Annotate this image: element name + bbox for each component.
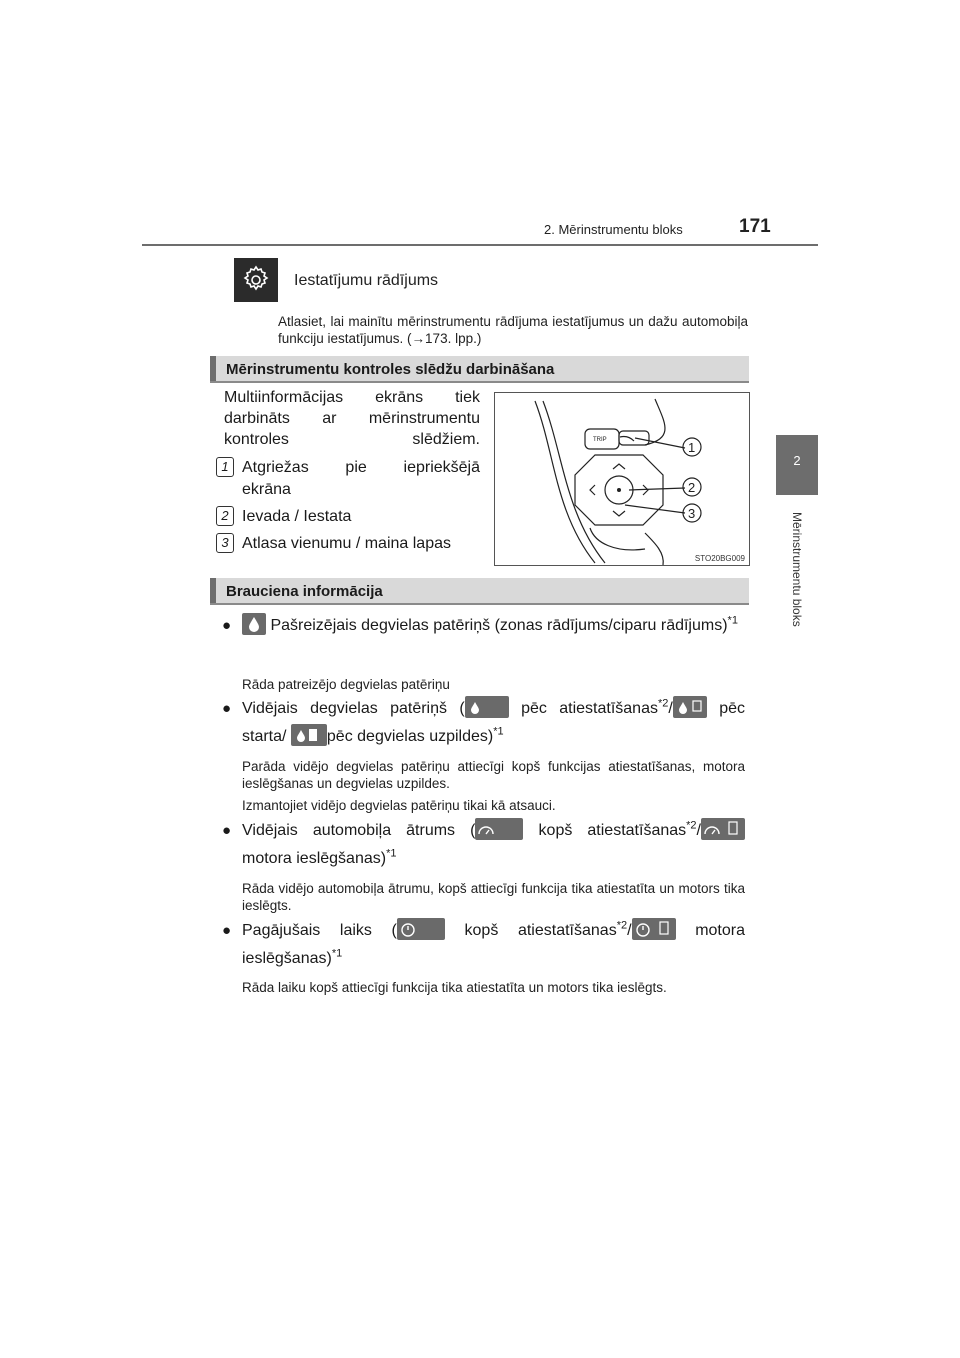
bullet-icon: ● [222, 922, 232, 939]
page-number: 171 [739, 216, 771, 237]
footnote-mark: *1 [331, 947, 343, 960]
fuel-drop-reset-icon [465, 696, 509, 718]
list-item-continued [216, 479, 480, 500]
bullet-icon: ● [222, 700, 232, 717]
speedometer-start-icon [701, 818, 745, 840]
list-item [216, 457, 480, 478]
fuel-drop-start-icon [673, 696, 707, 718]
item-text: Atgriežas pie iepriekšējā [242, 459, 480, 476]
fuel-drop-refuel-icon [291, 724, 327, 746]
trip-item-description: Parāda vidējo degvielas patēriņu attiecīgi kopš funkcijas atiestatīšanas, motora ieslēgšanas un degvielas uzpildes. [242, 759, 745, 791]
footnote-mark: *2 [686, 819, 697, 832]
settings-display-description: Atlasiet, lai mainītu mērinstrumentu rādījuma iestatījumus un dažu automobiļa funkciju iestatījumus. (→173. lpp.) [278, 314, 748, 346]
figure-trip-label: TRIP [593, 437, 607, 443]
trip-item-current-fuel [222, 612, 745, 640]
item-number-badge: 2 [216, 506, 234, 526]
trip-item-label: pēc degvielas uzpildes) [326, 728, 494, 745]
figure-code: STO20BG009 [694, 554, 745, 563]
trip-item-label: pēc starta/ [242, 700, 745, 745]
trip-item-label: Pagājušais laiks ( [242, 922, 397, 939]
trip-item-description: Izmantojiet vidējo degvielas patēriņu tikai kā atsauci. [242, 798, 556, 813]
bullet-icon: ● [222, 617, 232, 634]
trip-item-description: Rāda patreizējo degvielas patēriņu [242, 677, 450, 692]
item-number-badge: 1 [216, 457, 234, 477]
speedometer-reset-icon [475, 818, 523, 840]
header-section-title: 2. Mērinstrumentu bloks [544, 222, 683, 237]
trip-item-average-fuel [222, 695, 745, 751]
section-header-controls [210, 356, 749, 383]
trip-item-description: Rāda laiku kopš attiecīgi funkcija tika atiestatīta un motors tika ieslēgts. [242, 980, 667, 995]
footnote-mark: *1 [386, 847, 397, 860]
chapter-tab [776, 435, 818, 495]
footnote-mark: *2 [616, 919, 628, 932]
trip-item-label: kopš atiestatīšanas [444, 922, 617, 939]
trip-item-label: Pašreizējais degvielas patēriņš (zonas rādījums/ciparu rādījums) [270, 617, 728, 634]
separator: / [627, 922, 632, 939]
figure-callout: 1 [688, 440, 696, 455]
settings-display-title: Iestatījumu rādījums [294, 272, 439, 289]
section-title: Brauciena informācija [226, 583, 383, 600]
trip-item-label: kopš atiestatīšanas [523, 822, 687, 839]
item-text-cont: ekrāna [242, 481, 291, 498]
item-number-badge: 3 [216, 533, 234, 553]
chapter-tab-label: Mērinstrumentu bloks [790, 512, 804, 627]
separator: / [696, 822, 701, 839]
list-item [216, 506, 480, 527]
trip-item-label: motora ieslēgšanas) [242, 922, 745, 967]
fuel-drop-icon [242, 613, 266, 635]
item-text: Atlasa vienumu / maina lapas [242, 535, 451, 552]
footnote-mark: *2 [657, 697, 669, 710]
stopwatch-reset-icon [397, 918, 445, 940]
item-text: Ievada / Iestata [242, 508, 352, 525]
gear-icon [234, 258, 278, 302]
chapter-tab-number: 2 [793, 453, 801, 468]
section-title: Mērinstrumentu kontroles slēdžu darbināšana [226, 361, 555, 378]
bullet-icon: ● [222, 822, 232, 839]
header-rule [142, 244, 818, 246]
footnote-mark: *1 [493, 725, 504, 738]
footnote-mark: *1 [727, 614, 738, 627]
controls-intro: Multiinformācijas ekrāns tiek darbināts ar mērinstrumentu kontroles slēdžiem. [224, 389, 480, 448]
trip-item-label: motora ieslēgšanas) [242, 850, 387, 867]
steering-switch-figure [494, 392, 750, 566]
trip-item-label: Vidējais automobiļa ātrums ( [242, 822, 476, 839]
separator: / [668, 700, 673, 717]
figure-callout: 2 [688, 480, 696, 495]
section-header-trip [210, 578, 749, 605]
trip-item-description: Rāda vidējo automobiļa ātrumu, kopš attiecīgi funkcija tika atiestatīta un motors tika ieslēgts. [242, 881, 745, 913]
trip-item-average-speed [222, 817, 745, 873]
trip-item-label: pēc atiestatīšanas [508, 700, 658, 717]
list-item [216, 533, 480, 554]
trip-item-label: Vidējais degvielas patēriņš ( [242, 700, 465, 717]
trip-item-elapsed-time [222, 917, 745, 973]
figure-callout: 3 [688, 506, 696, 521]
stopwatch-start-icon [632, 918, 676, 940]
